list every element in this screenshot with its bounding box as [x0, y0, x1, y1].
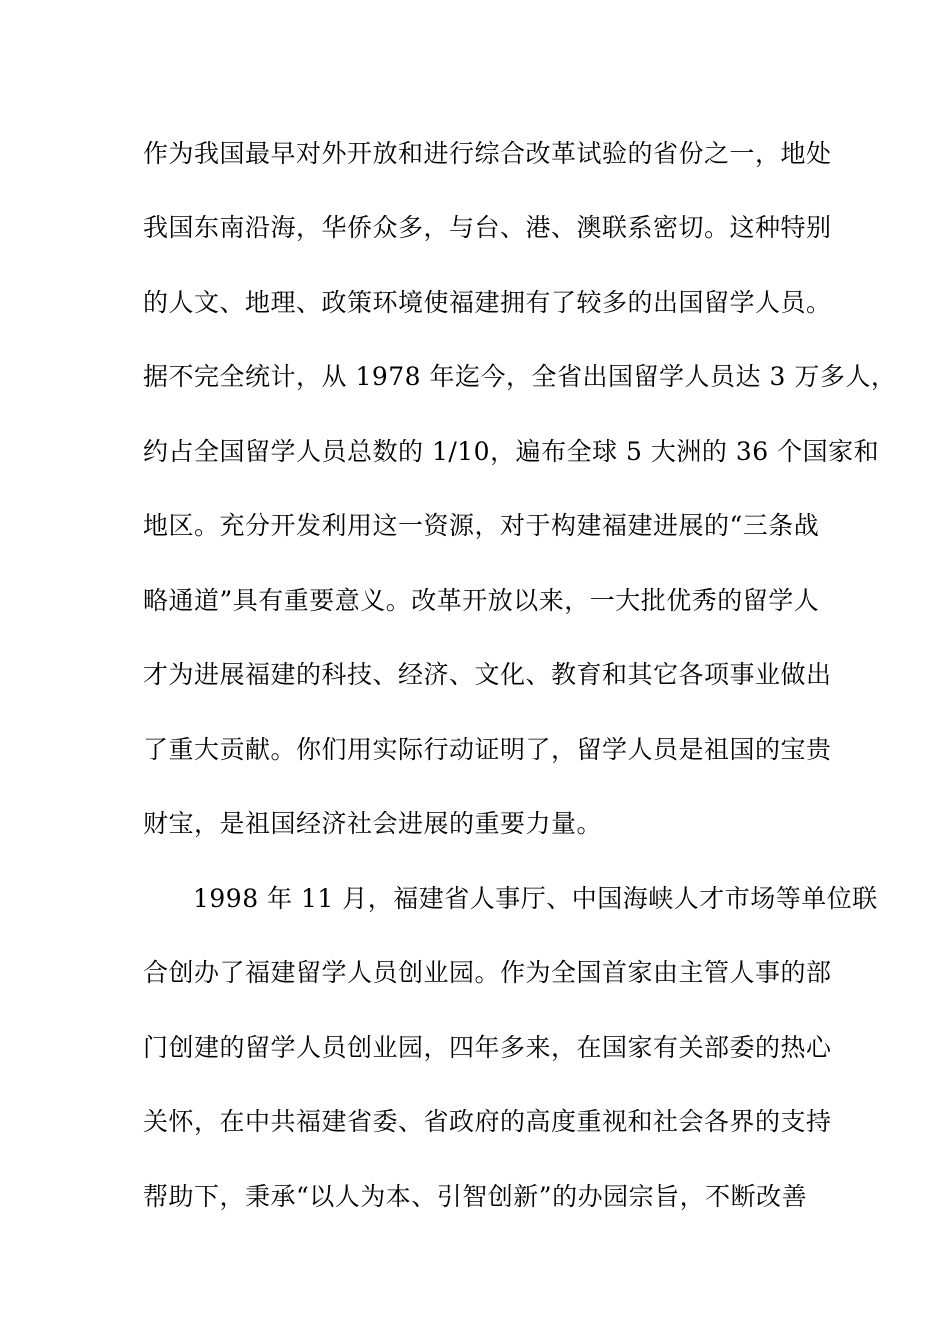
- text-line: 财宝，是祖国经济社会进展的重要力量。: [143, 809, 603, 838]
- text-line: 了重大贡献。你们用实际行动证明了，留学人员是祖国的宝贵: [143, 735, 832, 764]
- text-line: 门创建的留学人员创业园，四年多来，在国家有关部委的热心: [143, 1033, 832, 1062]
- text-line: 地区。充分开发利用这一资源，对于构建福建进展的“三条战: [143, 511, 820, 540]
- text-line: 帮助下，秉承“以人为本、引智创新”的办园宗旨，不断改善: [143, 1182, 808, 1211]
- text-line: 我国东南沿海，华侨众多，与台、港、澳联系密切。这种特别: [143, 213, 832, 242]
- text-line: 1998 年 11 月，福建省人事厅、中国海峡人才市场等单位联: [193, 884, 878, 913]
- text-line: 略通道”具有重要意义。改革开放以来，一大批优秀的留学人: [143, 586, 820, 615]
- text-line: 据不完全统计，从 1978 年迄今，全省出国留学人员达 3 万多人，: [143, 362, 897, 391]
- text-line: 的人文、地理、政策环境使福建拥有了较多的出国留学人员。: [143, 288, 832, 317]
- text-line: 约占全国留学人员总数的 1/10，遍布全球 5 大洲的 36 个国家和: [143, 437, 880, 466]
- text-line: 合创办了福建留学人员创业园。作为全国首家由主管人事的部: [143, 958, 832, 987]
- text-line: 关怀，在中共福建省委、省政府的高度重视和社会各界的支持: [143, 1107, 832, 1136]
- text-line: 才为进展福建的科技、经济、文化、教育和其它各项事业做出: [143, 660, 832, 689]
- text-line: 作为我国最早对外开放和进行综合改革试验的省份之一，地处: [143, 139, 832, 168]
